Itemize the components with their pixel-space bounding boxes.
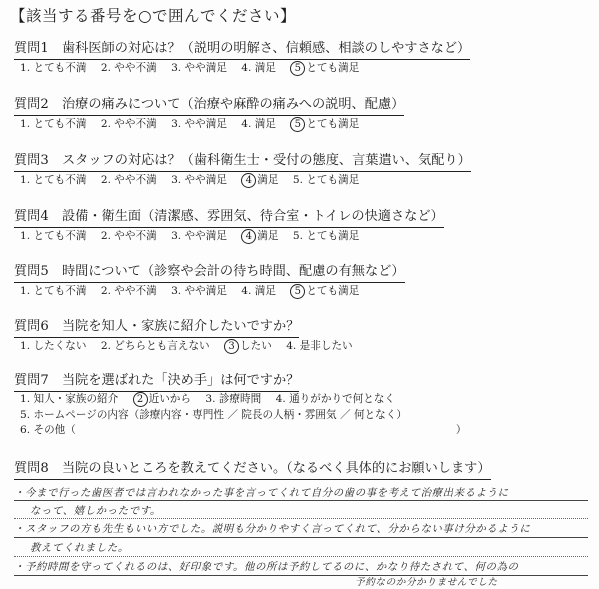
question-6-title: 質問6 当院を知人・家族に紹介したいですか？	[14, 318, 299, 338]
other-suffix: ）	[455, 424, 467, 436]
option[interactable]: 2. やや不満	[100, 62, 157, 74]
option[interactable]: 1. とても不満	[20, 230, 87, 242]
option-label: 満足	[257, 230, 279, 242]
handwritten-line: 予約なのか分かりませんでした	[355, 577, 498, 588]
option-label: とても満足	[306, 62, 360, 74]
question-2-options	[20, 117, 586, 132]
option[interactable]: 5. とても満足	[292, 230, 360, 242]
option-line	[20, 392, 586, 408]
question-6	[14, 318, 586, 354]
circled-number: 5	[290, 117, 305, 132]
question-2	[14, 96, 586, 132]
answer-rule	[14, 556, 588, 557]
option[interactable]: 3. やや満足	[171, 174, 227, 186]
option-line-homepage[interactable]: 5. ホームページの内容（診療内容・専門性 ／ 院長の人柄・雰囲気 ／ 何となく）	[20, 408, 407, 421]
option-line-other[interactable]	[20, 423, 586, 439]
option-label: 近いから	[148, 393, 191, 405]
answer-rule	[14, 575, 588, 576]
question-4-options	[20, 229, 586, 244]
question-4-title: 質問4 設備・衛生面（清潔感、雰囲気、待合室・トイレの快適さなど）	[14, 208, 444, 228]
option[interactable]: 4. 満足	[241, 285, 276, 297]
option[interactable]: 4. 是非したい	[286, 340, 353, 352]
option[interactable]: 2. やや不満	[100, 230, 157, 242]
option[interactable]: 3. やや満足	[171, 62, 227, 74]
option[interactable]: 4. 満足	[241, 118, 276, 130]
option[interactable]: 3. やや満足	[171, 285, 227, 297]
question-6-options	[20, 339, 586, 354]
option[interactable]: 4. 満足	[241, 62, 276, 74]
answer-rule	[14, 537, 588, 538]
selected-option[interactable]	[290, 61, 359, 76]
selected-option[interactable]	[241, 229, 278, 244]
answer-rule	[14, 500, 588, 501]
question-8	[14, 460, 586, 480]
selected-option[interactable]	[290, 117, 359, 132]
question-7	[14, 372, 586, 439]
option[interactable]: 1. とても不満	[20, 174, 87, 186]
option[interactable]: 2. やや不満	[100, 118, 157, 130]
option-label: したい	[240, 340, 272, 352]
circled-number: 5	[290, 61, 305, 76]
option[interactable]: 1. したくない	[20, 340, 87, 352]
circled-number: 5	[290, 284, 305, 299]
handwritten-line: ・今まで行った歯医者では言われなかった事を言ってくれて自分の歯の事を考えて治療出来るように	[14, 487, 509, 499]
option[interactable]: 4. 通りがかりで何となく	[275, 393, 396, 405]
circled-number: 4	[241, 229, 256, 244]
selected-option[interactable]	[241, 173, 278, 188]
option[interactable]: 1. 知人・家族の紹介	[20, 393, 119, 405]
circled-number: 4	[241, 173, 256, 188]
option[interactable]: 1. とても不満	[20, 285, 87, 297]
option[interactable]: 1. とても不満	[20, 118, 87, 130]
question-5-title: 質問5 時間について（診察や会計の待ち時間、配慮の有無など）	[14, 263, 405, 283]
selected-option[interactable]	[290, 284, 359, 299]
instruction-header: 【該当する番号を○で囲んでください】	[10, 7, 297, 25]
option-label: とても満足	[306, 285, 360, 297]
question-4	[14, 208, 586, 244]
handwritten-line: なって、嬉しかったです。	[30, 505, 161, 517]
circled-number: 3	[224, 339, 239, 354]
selected-option[interactable]	[224, 339, 272, 354]
question-1-options	[20, 61, 586, 76]
option[interactable]: 3. やや満足	[171, 230, 227, 242]
option[interactable]: 1. とても不満	[20, 62, 87, 74]
question-5	[14, 263, 586, 299]
handwritten-line: ・スタッフの方も先生もいい方でした。説明も分かりやすく言ってくれて、分からない事け分かるように	[14, 523, 531, 535]
question-1-title: 質問1 歯科医師の対応は？（説明の明解さ、信頼感、相談のしやすさなど）	[14, 40, 470, 60]
question-3-options	[20, 173, 586, 188]
option-label: とても満足	[306, 118, 360, 130]
handwritten-line: ・予約時間を守ってくれるのは、好印象です。他の所は予約してるのに、かなり待たされて、何の為の	[14, 561, 519, 573]
circled-number: 2	[133, 392, 148, 407]
question-3-title: 質問3 スタッフの対応は？（歯科衛生士・受付の態度、言葉遣い、気配り）	[14, 152, 471, 172]
option[interactable]: 3. 診療時間	[205, 393, 262, 405]
other-prefix: 6. その他（	[20, 424, 76, 436]
answer-rule	[14, 518, 588, 519]
question-3	[14, 152, 586, 188]
question-5-options	[20, 284, 586, 299]
question-7-title: 質問7 当院を選ばれた「決め手」は何ですか？	[14, 372, 299, 392]
question-8-title: 質問8 当院の良いところを教えてください。（なるべく具体的にお願いします）	[14, 460, 491, 480]
option[interactable]: 2. やや不満	[100, 285, 157, 297]
question-7-options	[14, 392, 586, 439]
option[interactable]: 3. やや満足	[171, 118, 227, 130]
selected-option[interactable]	[133, 392, 191, 408]
option[interactable]: 2. やや不満	[100, 174, 157, 186]
option-label: 満足	[257, 174, 279, 186]
option[interactable]: 2. どちらとも言えない	[100, 340, 210, 352]
option[interactable]: 5. とても満足	[292, 174, 360, 186]
question-1	[14, 40, 586, 76]
handwritten-line: 教えてくれました。	[30, 542, 129, 554]
question-2-title: 質問2 治療の痛みについて（治療や麻酔の痛みへの説明、配慮）	[14, 96, 404, 116]
